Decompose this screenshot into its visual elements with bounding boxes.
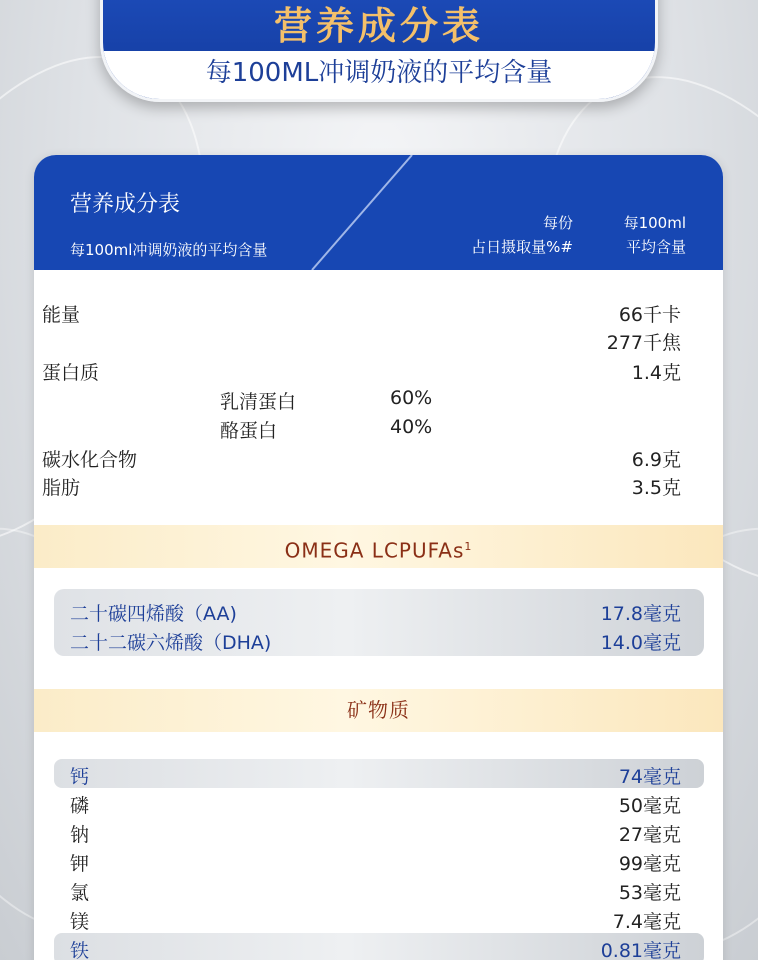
column-header-daily-line1: 每份 bbox=[542, 214, 573, 232]
omega-section-title: OMEGA LCPUFAs bbox=[284, 538, 465, 563]
mineral-magnesium-value: 7.4毫克 bbox=[612, 911, 681, 933]
mineral-potassium-label: 钾 bbox=[70, 853, 90, 875]
mineral-row-highlight-calcium bbox=[54, 759, 704, 788]
top-banner bbox=[100, 0, 658, 102]
omega-item-aa-value: 17.8毫克 bbox=[600, 603, 681, 625]
column-header-per100-line2: 平均含量 bbox=[625, 238, 686, 256]
table-title: 营养成分表 bbox=[70, 192, 181, 217]
mineral-phosphorus-value: 50毫克 bbox=[618, 795, 681, 817]
column-header-daily-intake bbox=[471, 211, 573, 259]
energy-label: 能量 bbox=[42, 304, 81, 326]
mineral-potassium-value: 99毫克 bbox=[618, 853, 681, 875]
omega-footnote-mark: 1 bbox=[464, 540, 473, 553]
column-header-daily-line2: 占日摄取量%# bbox=[471, 238, 573, 256]
minerals-section-title: 矿物质 bbox=[347, 698, 410, 722]
minerals-section-header bbox=[34, 689, 723, 732]
casein-percent: 40% bbox=[390, 416, 433, 438]
mineral-magnesium-label: 镁 bbox=[70, 911, 90, 933]
mineral-phosphorus-label: 磷 bbox=[70, 795, 90, 817]
mineral-chloride-label: 氯 bbox=[70, 882, 90, 904]
mineral-iron-value: 0.81毫克 bbox=[600, 940, 681, 960]
banner-subtitle-strip bbox=[103, 51, 655, 102]
omega-section-header bbox=[34, 525, 723, 568]
column-header-per-100ml bbox=[624, 211, 686, 259]
mineral-sodium-value: 27毫克 bbox=[618, 824, 681, 846]
omega-item-aa-label: 二十碳四烯酸（AA) bbox=[70, 603, 237, 625]
nutrition-table-card bbox=[34, 155, 723, 960]
whey-protein-percent: 60% bbox=[390, 387, 433, 409]
mineral-calcium-label: 钙 bbox=[70, 766, 90, 788]
protein-label: 蛋白质 bbox=[42, 362, 100, 384]
fat-value: 3.5克 bbox=[631, 477, 681, 499]
carbohydrate-label: 碳水化合物 bbox=[42, 449, 138, 471]
banner-title: 营养成分表 bbox=[273, 4, 484, 48]
omega-section-title-wrap bbox=[34, 525, 723, 573]
mineral-iron-label: 铁 bbox=[70, 940, 90, 960]
protein-value: 1.4克 bbox=[631, 362, 681, 384]
energy-kj-value: 277千焦 bbox=[606, 332, 681, 354]
banner-subtitle: 每100ML冲调奶液的平均含量 bbox=[205, 58, 553, 88]
mineral-sodium-label: 钠 bbox=[70, 824, 90, 846]
energy-kcal-value: 66千卡 bbox=[618, 304, 681, 326]
column-header-per100-line1: 每100ml bbox=[623, 214, 686, 232]
table-subtitle: 每100ml冲调奶液的平均含量 bbox=[70, 241, 268, 259]
casein-label: 酪蛋白 bbox=[220, 420, 278, 442]
omega-item-dha-value: 14.0毫克 bbox=[600, 632, 681, 654]
mineral-chloride-value: 53毫克 bbox=[618, 882, 681, 904]
table-header bbox=[34, 155, 723, 270]
whey-protein-label: 乳清蛋白 bbox=[220, 391, 297, 413]
fat-label: 脂肪 bbox=[42, 477, 81, 499]
carbohydrate-value: 6.9克 bbox=[631, 449, 681, 471]
mineral-calcium-value: 74毫克 bbox=[618, 766, 681, 788]
omega-item-dha-label: 二十二碳六烯酸（DHA) bbox=[70, 632, 272, 654]
